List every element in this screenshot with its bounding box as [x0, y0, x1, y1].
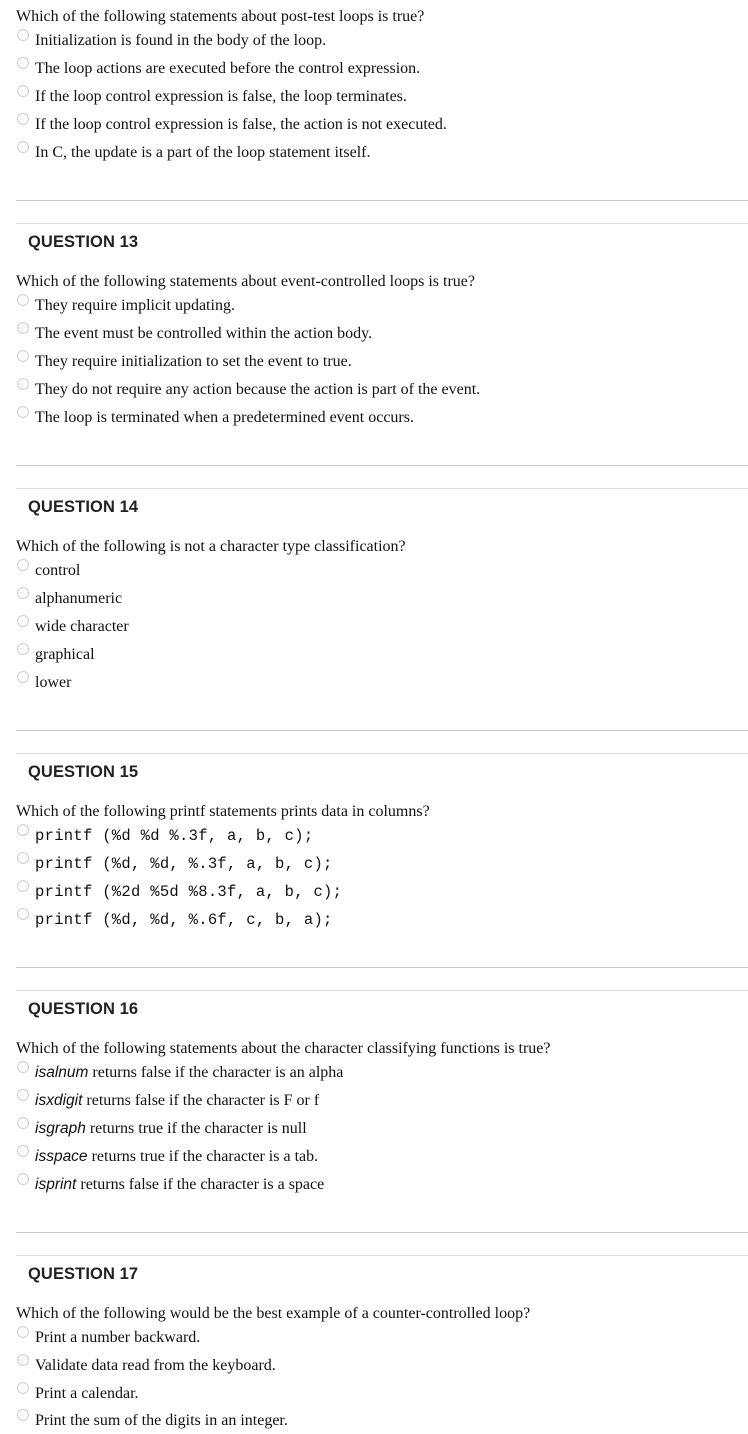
- radio-button[interactable]: [17, 322, 29, 334]
- radio-button[interactable]: [17, 57, 29, 69]
- option-label: [35, 1175, 324, 1195]
- radio-button[interactable]: [17, 294, 29, 306]
- function-name: isxdigit: [35, 1092, 83, 1109]
- option-label: printf (%d %d %.3f, a, b, c);: [35, 827, 314, 845]
- question-17-text: Which of the following would be the best example of a counter-controlled loop?: [16, 1305, 531, 1322]
- radio-button[interactable]: [17, 350, 29, 362]
- divider: [16, 990, 748, 991]
- question-17-heading: QUESTION 17: [28, 1265, 139, 1283]
- option-label: The event must be controlled within the action body.: [35, 325, 373, 342]
- q16-option-5[interactable]: [17, 1172, 324, 1196]
- q12-option-3[interactable]: [17, 84, 407, 108]
- question-14-text: Which of the following is not a character type classification?: [16, 538, 406, 555]
- option-label: printf (%d, %d, %.6f, c, b, a);: [35, 911, 333, 929]
- radio-button[interactable]: [17, 643, 29, 655]
- q13-option-5[interactable]: [17, 405, 414, 429]
- radio-button[interactable]: [17, 406, 29, 418]
- q13-option-3[interactable]: [17, 349, 352, 373]
- option-rest: returns false if the character is F or f: [82, 1092, 320, 1109]
- q12-option-5[interactable]: [17, 140, 370, 164]
- option-label: Validate data read from the keyboard.: [35, 1357, 276, 1374]
- radio-button[interactable]: [17, 85, 29, 97]
- radio-button[interactable]: [17, 824, 29, 836]
- q16-option-4[interactable]: [17, 1144, 318, 1168]
- option-label: If the loop control expression is false, the action is not executed.: [35, 116, 447, 133]
- q12-option-2[interactable]: [17, 56, 420, 80]
- option-label: Initialization is found in the body of the loop.: [35, 32, 327, 49]
- option-label: Print the sum of the digits in an integer.: [35, 1412, 288, 1429]
- radio-button[interactable]: [17, 1409, 29, 1421]
- question-16-heading: QUESTION 16: [28, 1000, 139, 1018]
- divider: [16, 967, 748, 968]
- q13-option-2[interactable]: [17, 321, 372, 345]
- radio-button[interactable]: [17, 113, 29, 125]
- q16-option-3[interactable]: [17, 1116, 307, 1140]
- option-label: control: [35, 562, 81, 579]
- option-label: Print a calendar.: [35, 1385, 139, 1402]
- option-label: In C, the update is a part of the loop statement itself.: [35, 144, 371, 161]
- radio-button[interactable]: [17, 1354, 29, 1366]
- function-name: isprint: [35, 1176, 77, 1193]
- radio-button[interactable]: [17, 615, 29, 627]
- option-label: They require initialization to set the event to true.: [35, 353, 352, 370]
- q13-option-1[interactable]: [17, 293, 235, 317]
- q12-option-4[interactable]: [17, 112, 447, 136]
- radio-button[interactable]: [17, 29, 29, 41]
- divider: [16, 1255, 748, 1256]
- option-rest: returns true if the character is null: [85, 1120, 307, 1137]
- divider: [16, 200, 748, 201]
- q14-option-5[interactable]: [17, 670, 71, 694]
- radio-button[interactable]: [17, 1061, 29, 1073]
- question-13-heading: QUESTION 13: [28, 233, 139, 251]
- function-name: isgraph: [35, 1120, 86, 1137]
- radio-button[interactable]: [17, 559, 29, 571]
- option-label: They require implicit updating.: [35, 297, 235, 314]
- radio-button[interactable]: [17, 852, 29, 864]
- q17-option-4[interactable]: [17, 1408, 288, 1432]
- question-15-heading: QUESTION 15: [28, 763, 139, 781]
- radio-button[interactable]: [17, 1382, 29, 1394]
- option-rest: returns false if the character is an alpha: [88, 1064, 344, 1081]
- option-label: lower: [35, 674, 72, 691]
- q15-option-2[interactable]: [17, 851, 333, 875]
- radio-button[interactable]: [17, 587, 29, 599]
- option-label: [35, 1063, 343, 1083]
- divider: [16, 1232, 748, 1233]
- function-name: isalnum: [35, 1064, 89, 1081]
- q14-option-1[interactable]: [17, 558, 80, 582]
- q15-option-1[interactable]: [17, 823, 313, 847]
- divider: [16, 730, 748, 731]
- divider: [16, 488, 748, 489]
- option-label: printf (%d, %d, %.3f, a, b, c);: [35, 855, 333, 873]
- q14-option-2[interactable]: [17, 586, 122, 610]
- q16-option-2[interactable]: [17, 1088, 319, 1112]
- option-label: printf (%2d %5d %8.3f, a, b, c);: [35, 883, 343, 901]
- option-label: [35, 1147, 318, 1167]
- q17-option-3[interactable]: [17, 1381, 139, 1405]
- question-16-text: Which of the following statements about the character classifying functions is true?: [16, 1040, 551, 1057]
- q13-option-4[interactable]: [17, 377, 480, 401]
- q12-option-1[interactable]: [17, 28, 326, 52]
- radio-button[interactable]: [17, 880, 29, 892]
- divider: [16, 465, 748, 466]
- radio-button[interactable]: [17, 671, 29, 683]
- q15-option-3[interactable]: [17, 879, 342, 903]
- radio-button[interactable]: [17, 1117, 29, 1129]
- option-label: If the loop control expression is false, the loop terminates.: [35, 88, 407, 105]
- divider: [16, 223, 748, 224]
- q15-option-4[interactable]: [17, 907, 333, 931]
- q16-option-1[interactable]: [17, 1060, 343, 1084]
- option-rest: returns false if the character is a space: [76, 1176, 325, 1193]
- option-label: [35, 1091, 319, 1111]
- q17-option-1[interactable]: [17, 1325, 200, 1349]
- option-label: Print a number backward.: [35, 1329, 201, 1346]
- q14-option-4[interactable]: [17, 642, 95, 666]
- option-label: alphanumeric: [35, 590, 123, 607]
- option-rest: returns true if the character is a tab.: [87, 1148, 319, 1165]
- option-label: wide character: [35, 618, 129, 635]
- radio-button[interactable]: [17, 1326, 29, 1338]
- function-name: isspace: [35, 1148, 88, 1165]
- option-label: The loop actions are executed before the control expression.: [35, 60, 421, 77]
- q14-option-3[interactable]: [17, 614, 129, 638]
- radio-button[interactable]: [17, 1173, 29, 1185]
- option-label: The loop is terminated when a predetermined event occurs.: [35, 409, 414, 426]
- radio-button[interactable]: [17, 908, 29, 920]
- q17-option-2[interactable]: [17, 1353, 276, 1377]
- radio-button[interactable]: [17, 141, 29, 153]
- radio-button[interactable]: [17, 1089, 29, 1101]
- question-12-text: Which of the following statements about post-test loops is true?: [16, 8, 425, 25]
- radio-button[interactable]: [17, 1145, 29, 1157]
- question-15-text: Which of the following printf statements prints data in columns?: [16, 803, 430, 820]
- option-label: graphical: [35, 646, 95, 663]
- option-label: [35, 1119, 307, 1139]
- question-14-heading: QUESTION 14: [28, 498, 139, 516]
- divider: [16, 753, 748, 754]
- option-label: They do not require any action because the action is part of the event.: [35, 381, 481, 398]
- question-13-text: Which of the following statements about event-controlled loops is true?: [16, 273, 475, 290]
- radio-button[interactable]: [17, 378, 29, 390]
